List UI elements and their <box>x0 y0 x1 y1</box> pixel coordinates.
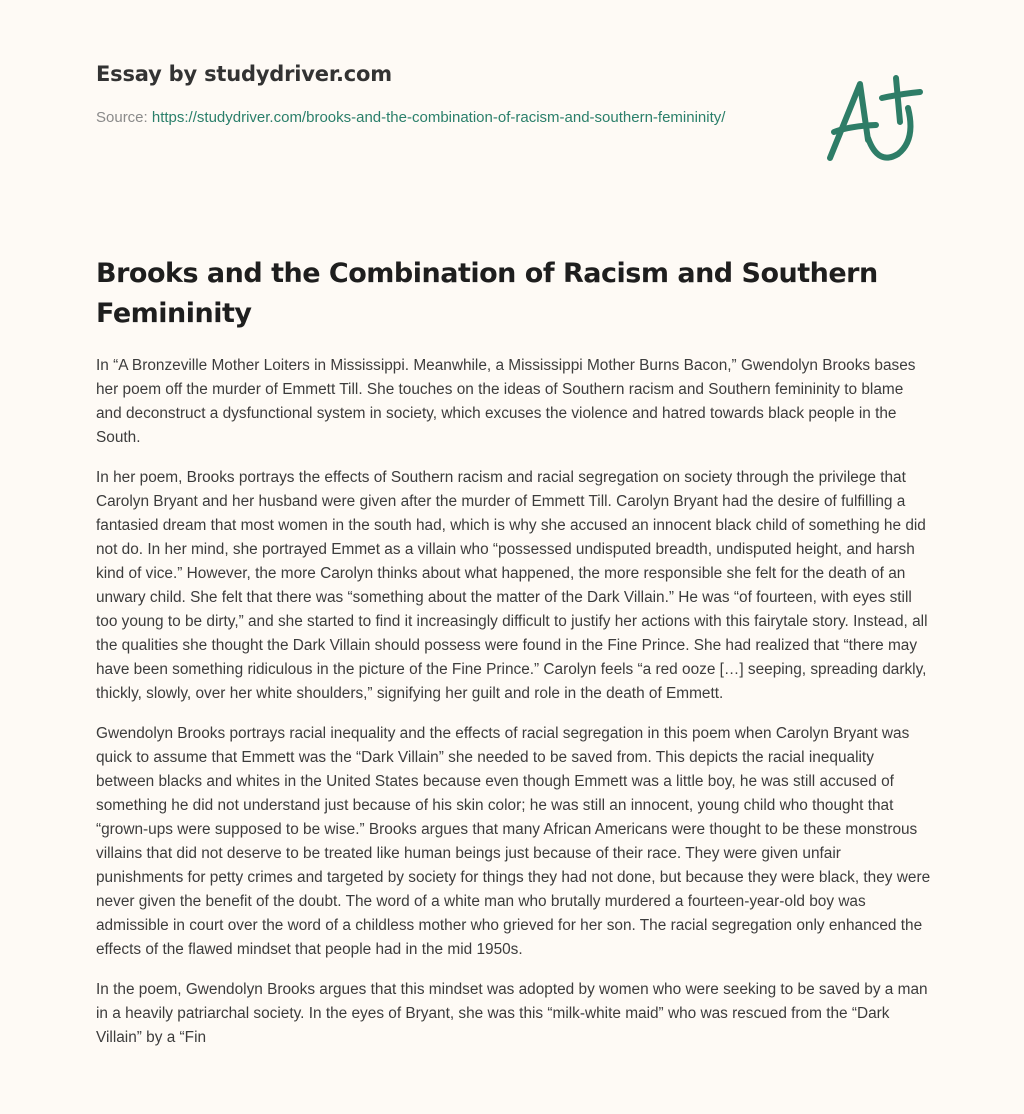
source-link[interactable]: https://studydriver.com/brooks-and-the-combination-of-racism-and-southern-femininity/ <box>151 109 726 126</box>
source-label: Source: <box>96 109 152 126</box>
essay-title: Brooks and the Combination of Racism and Southern Femininity <box>96 258 878 329</box>
essay-body <box>96 354 931 1066</box>
source-line <box>96 106 796 130</box>
essay-paragraph: In “A Bronzeville Mother Loiters in Mississippi. Meanwhile, a Mississippi Mother Burns Bacon,” Gwendolyn Brooks bases her poem off the murder of Emmett Till. She touches on the ideas of Southern racism and Southern femininity to blame and deconstruct a dysfunctional system in society, which excuses the violence and hatred towards black people in the South. <box>96 357 916 446</box>
a-plus-grade-icon <box>820 70 930 170</box>
page-header <box>96 62 796 130</box>
site-title: Essay by studydriver.com <box>96 62 392 86</box>
essay-paragraph: In her poem, Brooks portrays the effects of Southern racism and racial segregation on society through the privilege that Carolyn Bryant and her husband were given after the murder of Emmett Till. Carolyn Bryant had the desire of fulfilling a fantasied dream that most women in the south had, which is why she accused an innocent black child of something he did not do. In her mind, she portrayed Emmet as a villain who “possessed undisputed breadth, undisputed height, and harsh kind of vice.” However, the more Carolyn thinks about what happened, the more responsible she felt for the death of an unwary child. She felt that there was “something about the matter of the Dark Villain.” He was “of fourteen, with eyes still too young to be dirty,” and she started to find it increasingly difficult to justify her actions with this fairytale story. Instead, all the qualities she thought the Dark Villain should possess were found in the Fine Prince. She had realized that “there may have been something ridiculous in the picture of the Fine Prince.” Carolyn feels “a red ooze […] seeping, spreading darkly, thickly, slowly, over her white shoulders,” signifying her guilt and role in the death of Emmett. <box>96 469 928 702</box>
essay-paragraph: Gwendolyn Brooks portrays racial inequality and the effects of racial segregation in this poem when Carolyn Bryant was quick to assume that Emmett was the “Dark Villain” she needed to be saved from. This depicts the racial inequality between blacks and whites in the United States because even though Emmett was a little boy, he was still accused of something he did not understand just because of his skin color; he was still an innocent, young child who thought that “grown-ups were supposed to be wise.” Brooks argues that many African Americans were thought to be these monstrous villains that did not deserve to be treated like human beings just because of their race. They were given unfair punishments for petty crimes and targeted by society for things they had not done, but because they were black, they were never given the benefit of the doubt. The word of a white man who brutally murdered a fourteen-year-old boy was admissible in court over the word of a childless mother who grieved for her son. The racial segregation only enhanced the effects of the flawed mindset that people had in the mid 1950s. <box>96 725 931 958</box>
essay-paragraph: In the poem, Gwendolyn Brooks argues that this mindset was adopted by women who were seeking to be saved by a man in a heavily patriarchal society. In the eyes of Bryant, she was this “milk-white maid” who was rescued from the “Dark Villain” by a “Fin <box>96 981 928 1046</box>
